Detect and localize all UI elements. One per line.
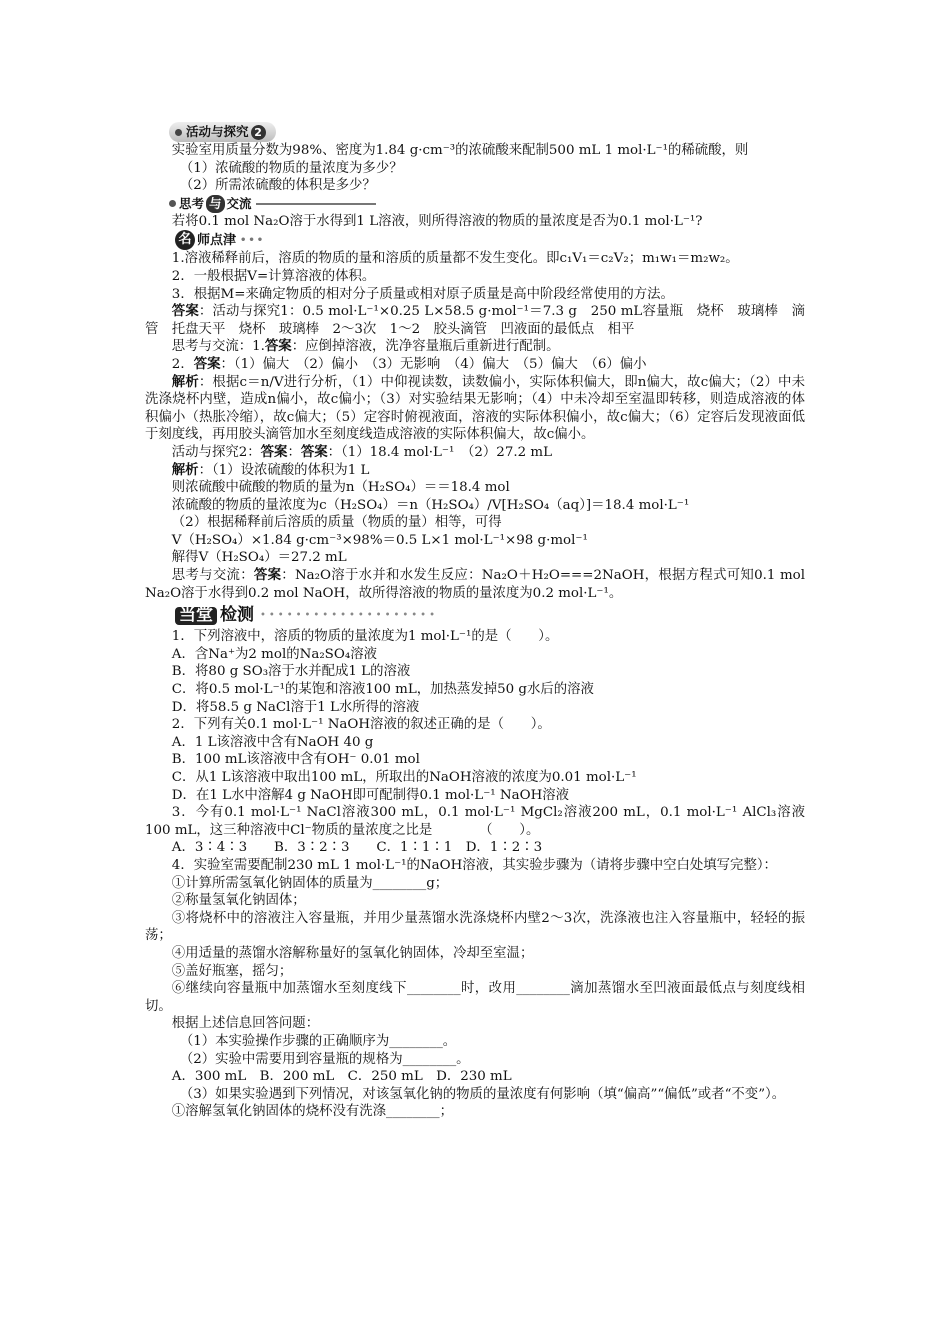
think-header-part3: 交流 xyxy=(226,195,252,211)
tip-3: 3．根据M=来确定物质的相对分子质量或相对原子质量是高中阶段经常使用的方法。 xyxy=(171,286,674,302)
analysis-label: 解析 xyxy=(171,462,199,478)
question-1-option-b: B．将80 g SO₃溶于水并配成1 L的溶液 xyxy=(171,664,411,680)
step-1: ①计算所需氢氧化钠固体的质量为________g； xyxy=(171,875,449,891)
question-2: 2．下列有关0.1 mol·L⁻¹ NaOH溶液的叙述正确的是（ ）。 xyxy=(171,717,551,733)
answer-text: ：（1）偏大 （2）偏小 （3）无影响 （4）偏大 （5）偏大 （6）偏小 xyxy=(220,356,647,372)
tip-2: 2．一般根据V=计算溶液的体积。 xyxy=(171,268,376,284)
question-2-option-a: A．1 L该溶液中含有NaOH 40 g xyxy=(171,734,374,750)
activity-2-q1: （1）浓硫酸的物质的量浓度为多少？ xyxy=(179,160,403,176)
question-1: 1．下列溶液中，溶质的物质的量浓度为1 mol·L⁻¹的是（ ）。 xyxy=(171,629,559,645)
question-1-option-a: A．含Na⁺为2 mol的Na₂SO₄溶液 xyxy=(171,646,377,662)
teacher-tips-title: 师点津 xyxy=(197,232,237,248)
bullet-icon xyxy=(175,129,182,136)
question-2-option-d: D．在1 L水中溶解4 g NaOH即可配制得0.1 mol·L⁻¹ NaOH溶液 xyxy=(171,787,570,803)
answer-activity-1 xyxy=(145,303,805,338)
question-2-option-b: B．100 mL该溶液中含有OH⁻ 0.01 mol xyxy=(171,752,420,768)
answer-text: ：活动与探究1：0.5 mol·L⁻¹×0.25 L×58.5 g·mol⁻¹＝7.3 g 250 mL容量瓶 烧杯 玻璃棒 滴管 托盘天平 烧杯 玻璃棒 2～3次 1～2 胶头滴管 凹液面的最低点 相平 xyxy=(145,304,805,337)
question-4-part-1: （1）本实验操作步骤的正确顺序为________。 xyxy=(179,1033,457,1049)
activity-2-question: 实验室用质量分数为98%、密度为1.84 g·cm⁻³的浓硫酸来配制500 mL 1 mol·L⁻¹的稀硫酸，则 xyxy=(171,143,749,158)
answer-prefix: 思考与交流：1. xyxy=(171,339,265,355)
step-5: ⑤盖好瓶塞，摇匀； xyxy=(171,963,293,979)
answer-label: 答案 xyxy=(253,568,282,584)
answer-label: 答案 xyxy=(260,444,288,460)
answer-think-2 xyxy=(145,356,805,374)
answer-activity-2 xyxy=(145,444,805,462)
activity-2-number: 2 xyxy=(251,125,266,140)
in-class-test-header xyxy=(175,604,805,628)
answer-text: ：（1）18.4 mol·L⁻¹ （2）27.2 mL xyxy=(327,444,552,460)
question-2-option-c: C．从1 L该溶液中取出100 mL，所取出的NaOH溶液的浓度为0.01 mol·L⁻¹ xyxy=(171,770,637,785)
answer-label: 答案 xyxy=(264,339,292,355)
answer-sep: ： xyxy=(287,444,301,460)
analysis-label: 解析 xyxy=(171,374,199,390)
analysis-line-4: （2）根据稀释前后溶质的质量（物质的量）相等，可得 xyxy=(171,515,502,531)
document-page xyxy=(145,122,805,1121)
answer-think-final xyxy=(145,567,805,602)
question-1-option-c: C．将0.5 mol·L⁻¹的某饱和溶液100 mL，加热蒸发掉50 g水后的溶液 xyxy=(171,682,594,698)
header-rule xyxy=(256,203,376,205)
step-6: ⑥继续向容量瓶中加蒸馏水至刻度线下________时，改用________滴加蒸馏水至凹液面最低点与刻度线相切。 xyxy=(145,981,805,1014)
test-label: 检测 xyxy=(220,605,254,626)
step-2: ②称量氢氧化钠固体； xyxy=(171,893,306,909)
analysis-think-2 xyxy=(145,374,805,444)
question-4-part-2-options: A．300 mL B．200 mL C．250 mL D．230 mL xyxy=(171,1069,512,1085)
analysis-line-5: V（H₂SO₄）×1.84 g·cm⁻³×98%＝0.5 L×1 mol·L⁻¹×98 g·mol⁻¹ xyxy=(171,532,588,548)
think-exchange-header xyxy=(169,195,805,213)
answer-think-1 xyxy=(145,338,805,356)
question-3: 3．今有0.1 mol·L⁻¹ NaCl溶液300 mL，0.1 mol·L⁻¹ MgCl₂溶液200 mL，0.1 mol·L⁻¹ AlCl₃溶液100 mL，这三种溶液中Cl⁻物质的量浓度之比是 （ ）。 xyxy=(145,805,805,838)
think-header-part2: 与 xyxy=(206,195,225,213)
teacher-tips-header xyxy=(175,230,805,250)
answer-label: 答案 xyxy=(300,444,328,460)
question-3-options: A．3∶4∶3 B．3∶2∶3 C．1∶1∶1 D．1∶2∶3 xyxy=(171,840,543,856)
activity-2-q2: （2）所需浓硫酸的体积是多少？ xyxy=(179,178,376,194)
answer-text: ：应倒掉溶液，洗净容量瓶后重新进行配制。 xyxy=(291,339,560,355)
answer-text: ：Na₂O溶于水并和水发生反应：Na₂O＋H₂O===2NaOH，根据方程式可知0.1 mol Na₂O溶于水得到0.2 mol NaOH，故所得溶液的物质的量浓度为0.2 mol·L⁻¹。 xyxy=(145,568,806,601)
teacher-badge-icon: 名 xyxy=(175,230,195,250)
question-1-option-d: D．将58.5 g NaCl溶于1 L水所得的溶液 xyxy=(171,699,420,715)
question-4: 4．实验室需要配制230 mL 1 mol·L⁻¹的NaOH溶液，其实验步骤为（请将步骤中空白处填写完整）： xyxy=(171,857,777,873)
dots-decoration: •••••••••••••••••••• xyxy=(260,610,438,622)
dots-decoration: ••• xyxy=(240,234,266,246)
in-class-label: 当堂 xyxy=(175,607,217,625)
step-3: ③将烧杯中的溶液注入容量瓶，并用少量蒸馏水洗涤烧杯内壁2～3次，洗涤液也注入容量瓶中，轻轻的振荡； xyxy=(145,910,805,944)
analysis-activity-2 xyxy=(145,462,805,480)
activity-2-title: 活动与探究 xyxy=(186,124,249,140)
analysis-text: ：根据c＝n/V进行分析，（1）中仰视读数，读数偏小，实际体积偏大，即n偏大，故c偏大；（2）中未洗涤烧杯内壁，造成n偏小，故c偏小；（3）对实验结果无影响；（4）中未冷却至室温即转移，则造成溶液的体积偏小（热胀冷缩），故c偏大；（5）定容时俯视液面，溶液的实际体积偏小，故c偏大；（6）定容后发现液面低于刻度线，再用胶头滴管加水至刻度线造成溶液的实际体积偏大，故c偏小。 xyxy=(145,374,805,443)
question-4-part-3: （3）如果实验遇到下列情况，对该氢氧化钠的物质的量浓度有何影响（填“偏高”“偏低”或者“不变”）。 xyxy=(179,1086,786,1102)
analysis-line-2: 则浓硫酸中硫酸的物质的量为n（H₂SO₄）＝＝18.4 mol xyxy=(171,480,510,496)
answer-prefix: 活动与探究2： xyxy=(171,444,261,460)
tip-1: 1.溶液稀释前后，溶质的物质的量和溶质的质量都不发生变化。即c₁V₁＝c₂V₂；m₁w₁＝m₂w₂。 xyxy=(171,251,739,267)
question-4-part-2: （2）实验中需要用到容量瓶的规格为________。 xyxy=(179,1051,470,1067)
bullet-icon xyxy=(169,200,176,207)
analysis-line-6: 解得V（H₂SO₄）＝27.2 mL xyxy=(171,550,347,566)
answer-label: 答案 xyxy=(193,356,221,372)
analysis-line-3: 浓硫酸的物质的量浓度为c（H₂SO₄）＝n（H₂SO₄）/V[H₂SO₄（aq）]＝18.4 mol·L⁻¹ xyxy=(171,497,690,513)
think-header-part1: 思考 xyxy=(179,195,205,211)
answer-prefix: 思考与交流： xyxy=(171,568,254,584)
step-4: ④用适量的蒸馏水溶解称量好的氢氧化钠固体，冷却至室温； xyxy=(171,945,534,961)
analysis-text: ：（1）设浓硫酸的体积为1 L xyxy=(198,462,370,478)
activity-2-header xyxy=(169,122,276,142)
question-4-followup: 根据上述信息回答问题： xyxy=(171,1016,320,1032)
answer-label: 答案 xyxy=(171,304,199,320)
answer-prefix: 2． xyxy=(171,356,194,372)
question-4-part-3-a: ①溶解氢氧化钠固体的烧杯没有洗涤________； xyxy=(171,1104,453,1120)
think-question: 若将0.1 mol Na₂O溶于水得到1 L溶液，则所得溶液的物质的量浓度是否为0.1 mol·L⁻¹? xyxy=(171,213,703,229)
